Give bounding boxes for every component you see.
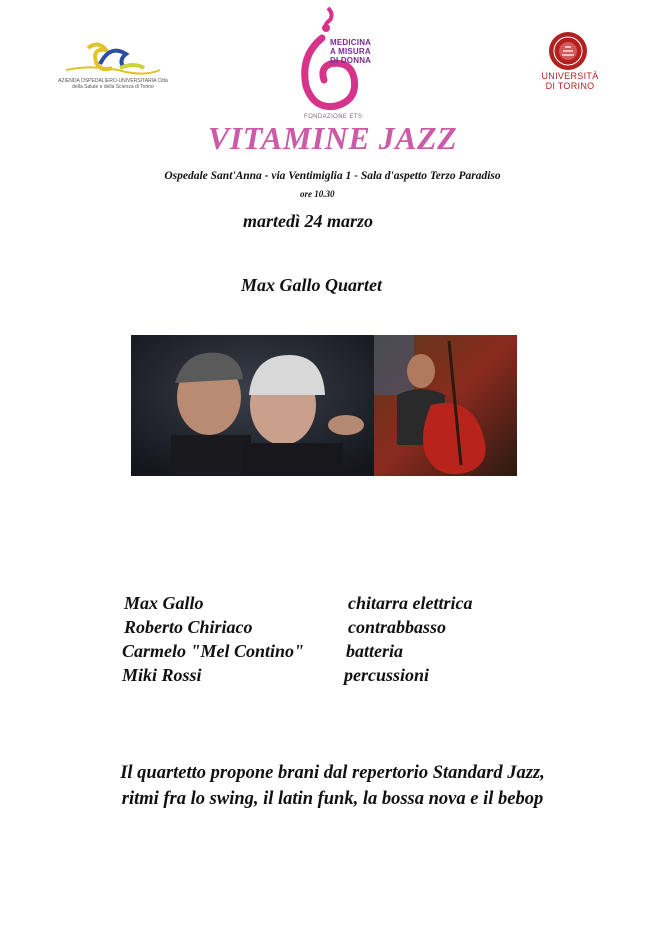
member-instrument: contrabbasso bbox=[348, 617, 447, 637]
description-line: ritmi fra lo swing, il latin funk, la bossa nova e il bebop bbox=[121, 789, 544, 809]
unito-seal-logo bbox=[548, 31, 588, 71]
event-date: martedì 24 marzo bbox=[243, 211, 374, 231]
fondazione-text: FONDAZIONE ETS bbox=[304, 114, 363, 120]
member-instrument: batteria bbox=[346, 641, 403, 661]
logo-text-line: DI TORINO bbox=[545, 81, 595, 91]
event-time: ore 10.30 bbox=[300, 189, 335, 199]
medicina-logo-text bbox=[330, 38, 371, 65]
member-name: Max Gallo bbox=[124, 593, 204, 613]
unito-logo-text bbox=[540, 71, 600, 91]
logo-text-line: DI DONNA bbox=[330, 56, 372, 65]
member-name: Carmelo "Mel Contino" bbox=[122, 641, 305, 661]
logo-text-line: UNIVERSITÀ bbox=[541, 71, 599, 81]
logo-text-line: MEDICINA bbox=[330, 38, 372, 47]
member-instrument: percussioni bbox=[344, 665, 430, 685]
event-description bbox=[0, 760, 665, 812]
logo-text-line: A MISURA bbox=[330, 47, 371, 56]
member-name: Miki Rossi bbox=[122, 665, 202, 685]
event-title: VITAMINE JAZZ bbox=[207, 120, 458, 156]
hospital-logo-text: AZIENDA OSPEDALIERO-UNIVERSITARIA Città della Salute e della Scienza di Torino bbox=[58, 78, 168, 90]
band-photo bbox=[131, 335, 517, 476]
event-venue: Ospedale Sant'Anna - via Ventimiglia 1 - Sala d'aspetto Terzo Paradiso bbox=[164, 170, 501, 182]
member-instrument: chitarra elettrica bbox=[348, 593, 473, 613]
band-name: Max Gallo Quartet bbox=[241, 275, 383, 295]
member-name: Roberto Chiriaco bbox=[124, 617, 253, 637]
description-line: Il quartetto propone brani dal repertorio Standard Jazz, bbox=[120, 763, 545, 783]
